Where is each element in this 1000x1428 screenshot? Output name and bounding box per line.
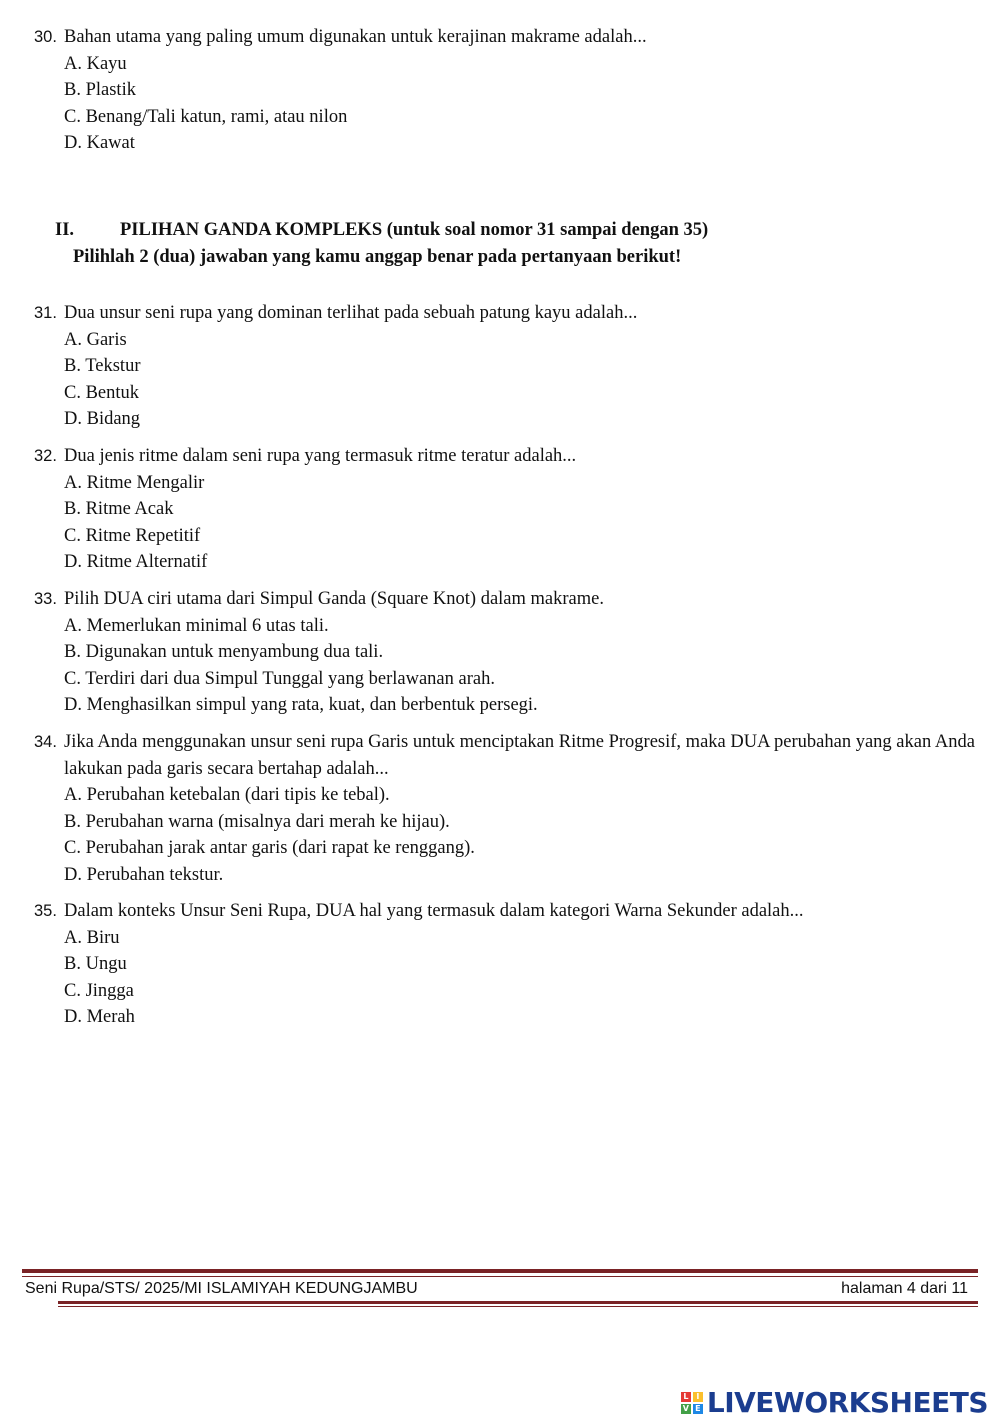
- option-d: D. Perubahan tekstur.: [64, 864, 224, 885]
- footer-document-info: Seni Rupa/STS/ 2025/MI ISLAMIYAH KEDUNGJAMBU: [25, 1280, 418, 1297]
- logo-tile-e: E: [693, 1404, 703, 1414]
- question-35: [34, 898, 979, 1031]
- option-b: B. Ungu: [64, 954, 127, 974]
- question-number: 32.: [34, 447, 57, 465]
- option-c: C. Benang/Tali katun, rami, atau nilon: [64, 106, 348, 127]
- option-a: A. Biru: [64, 927, 120, 948]
- section-instruction: Pilihlah 2 (dua) jawaban yang kamu anggap benar pada pertanyaan berikut!: [73, 247, 682, 267]
- question-33: [34, 586, 979, 719]
- question-number: 30.: [34, 28, 57, 46]
- option-a: A. Ritme Mengalir: [64, 472, 205, 493]
- section-heading: [55, 220, 708, 241]
- option-c: C. Bentuk: [64, 382, 140, 403]
- question-text: Bahan utama yang paling umum digunakan untuk kerajinan makrame adalah...: [64, 27, 647, 47]
- question-text: Jika Anda menggunakan unsur seni rupa Garis untuk menciptakan Ritme Progresif, maka DUA perubahan yang akan Anda lakukan pada garis secara bertahap adalah...: [64, 732, 975, 779]
- option-a: A. Garis: [64, 329, 127, 350]
- question-number: 31.: [34, 304, 57, 322]
- liveworksheets-brand: [681, 1386, 988, 1419]
- question-text: Dua jenis ritme dalam seni rupa yang termasuk ritme teratur adalah...: [64, 446, 577, 466]
- option-b: B. Plastik: [64, 80, 136, 100]
- footer-rule-bottom-thin: [58, 1306, 978, 1307]
- question-text: Pilih DUA ciri utama dari Simpul Ganda (Square Knot) dalam makrame.: [64, 589, 604, 609]
- footer-rule-top-thick: [22, 1269, 978, 1273]
- option-b: B. Tekstur: [64, 356, 141, 376]
- option-d: D. Merah: [64, 1007, 135, 1027]
- option-c: C. Jingga: [64, 980, 134, 1001]
- liveworksheets-logo-icon: [681, 1392, 703, 1414]
- brand-name: LIVEWORKSHEETS: [706, 1386, 988, 1419]
- option-d: D. Bidang: [64, 409, 141, 429]
- question-number: 33.: [34, 590, 57, 608]
- footer-page-number: halaman 4 dari 11: [841, 1280, 968, 1297]
- option-c: C. Perubahan jarak antar garis (dari rapat ke renggang).: [64, 838, 475, 858]
- logo-tile-l: L: [681, 1392, 691, 1402]
- option-d: D. Menghasilkan simpul yang rata, kuat, dan berbentuk persegi.: [64, 695, 538, 715]
- option-b: B. Perubahan warna (misalnya dari merah ke hijau).: [64, 811, 450, 832]
- logo-tile-v: V: [682, 1403, 689, 1413]
- option-c: C. Terdiri dari dua Simpul Tunggal yang berlawanan arah.: [64, 668, 495, 689]
- option-d: D. Kawat: [64, 133, 135, 153]
- question-number: 34.: [34, 733, 57, 751]
- option-a: A. Kayu: [64, 53, 127, 74]
- option-d: D. Ritme Alternatif: [64, 552, 208, 572]
- question-31: [34, 300, 979, 433]
- footer-rule-top-thin: [22, 1276, 978, 1277]
- question-30: [34, 24, 979, 157]
- question-32: [34, 443, 979, 576]
- question-34: [34, 729, 979, 888]
- question-text: Dalam konteks Unsur Seni Rupa, DUA hal yang termasuk dalam kategori Warna Sekunder adalah...: [64, 901, 804, 921]
- question-text: Dua unsur seni rupa yang dominan terlihat pada sebuah patung kayu adalah...: [64, 303, 638, 323]
- option-a: A. Perubahan ketebalan (dari tipis ke tebal).: [64, 785, 390, 805]
- footer-rule-bottom-thick: [58, 1301, 978, 1304]
- section-number: II.: [55, 220, 75, 240]
- question-number: 35.: [34, 902, 57, 920]
- option-a: A. Memerlukan minimal 6 utas tali.: [64, 615, 329, 636]
- section-title: PILIHAN GANDA KOMPLEKS (untuk soal nomor 31 sampai dengan 35): [120, 220, 709, 240]
- option-b: B. Digunakan untuk menyambung dua tali.: [64, 642, 384, 662]
- option-b: B. Ritme Acak: [64, 499, 174, 519]
- logo-tile-i: I: [693, 1392, 703, 1402]
- option-c: C. Ritme Repetitif: [64, 525, 201, 546]
